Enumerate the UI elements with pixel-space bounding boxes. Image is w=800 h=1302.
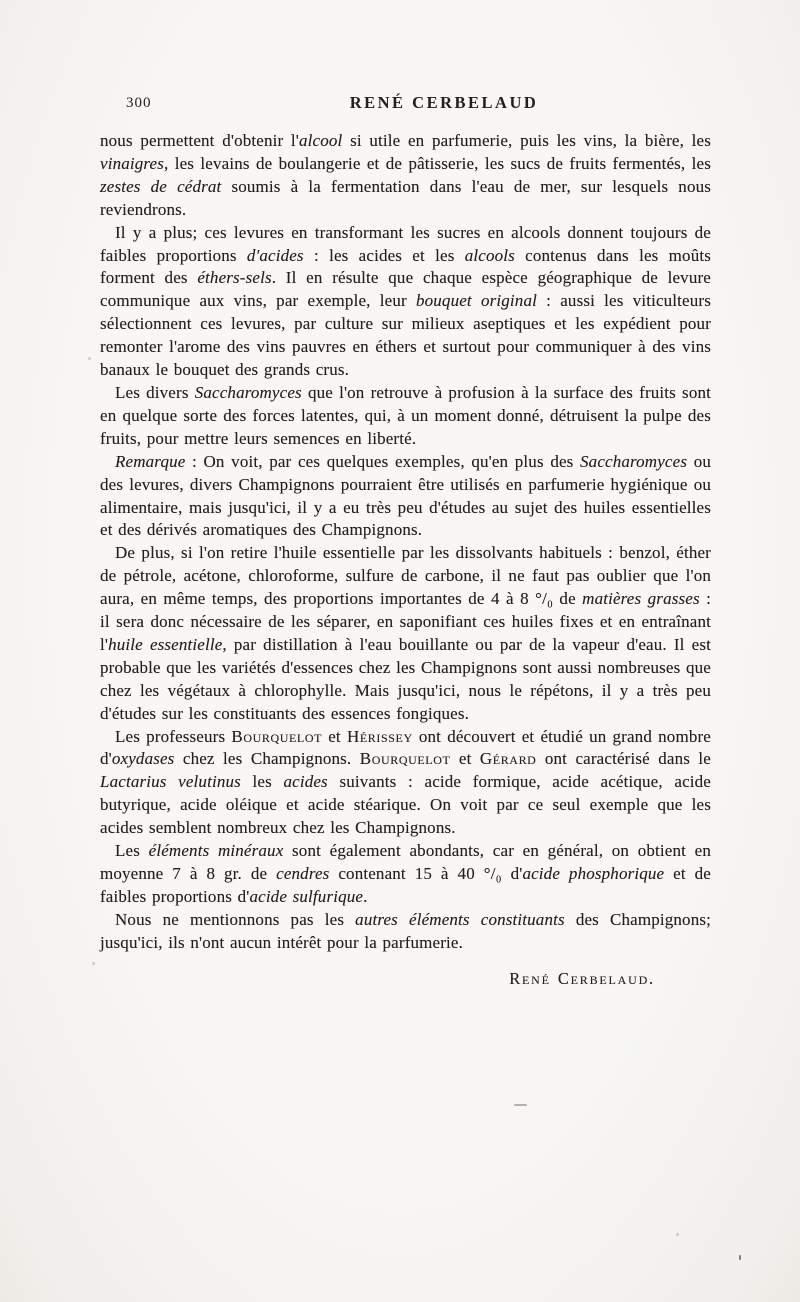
page-header [100, 93, 712, 115]
italic-text: zestes de cédrat [100, 176, 222, 196]
paragraph [100, 909, 711, 955]
scan-speck [88, 357, 91, 360]
smallcaps-name: Bourquelot [359, 749, 451, 769]
text-segment: . Il en résulte que chaque espèce géographique de levure communique aux vins, par exemple, leur [100, 268, 711, 311]
page-body [100, 130, 711, 991]
text-segment: Les divers [115, 382, 195, 402]
paragraph [100, 451, 711, 543]
text-segment: Les professeurs [115, 726, 232, 746]
italic-text: acide sulfurique [249, 886, 364, 906]
text-segment: Il y a plus; ces levures en transformant les sucres en alcools donnent toujours de faibles proportions [100, 222, 711, 265]
text-segment: Les [115, 841, 149, 861]
text-segment: les [240, 772, 284, 792]
smallcaps-name: Bourquelot [231, 726, 323, 746]
italic-text: cendres [276, 864, 330, 883]
text-segment: . [363, 886, 368, 906]
text-segment: : On voit, par ces quelques exemples, qu'en plus des [185, 451, 581, 471]
scan-speck [739, 1255, 741, 1260]
paragraph [100, 222, 711, 382]
text-segment: et [322, 726, 347, 746]
text-segment: soumis à la fermentation dans l'eau de mer, sur lesquels nous reviendrons. [100, 176, 712, 219]
text-segment: si utile en parfumerie, puis les vins, la bière, les [342, 131, 711, 150]
text-segment: que l'on retrouve à profusion à la surface des fruits sont en quelque sorte des forces latentes, qui, à un moment donné, détruisent la pulpe des fruits, pour mettre leurs semences en liberté. [100, 382, 711, 448]
text-segment: : les acides et les [303, 245, 465, 265]
text-segment: nous permettent d'obtenir l' [100, 131, 300, 150]
italic-text: huile essentielle [108, 634, 223, 654]
page-number: 300 [126, 95, 152, 111]
text-segment: et de faibles proportions d' [100, 864, 712, 906]
scan-dash-artifact [514, 1104, 527, 1106]
italic-text: d'acides [246, 245, 304, 265]
text-segment: De plus, si l'on retire l'huile essentielle par les dissolvants habituels : benzol, éther de pétrole, acétone, chloroforme, sulfure de carbone, il ne faut pas oublier que l'on aura, en même temps, des proportions importantes de 4 à 8 °/₀ de [100, 543, 711, 609]
author-signature: René Cerbelaud. [509, 968, 655, 988]
text-segment: Nous ne mentionnons pas les [115, 909, 356, 929]
paragraph [100, 840, 711, 909]
italic-text: Saccharomyces [580, 451, 688, 471]
paragraph [100, 382, 711, 451]
italic-text: alcools [464, 245, 515, 265]
text-segment: , les levains de boulangerie et de pâtisserie, les sucs de fruits fermentés, les [164, 153, 711, 173]
text-segment: et [450, 749, 480, 769]
text-segment: ont découvert et étudié un grand nombre d' [100, 726, 711, 769]
italic-text: bouquet original [415, 291, 537, 311]
text-segment: suivants : acide formique, acide acétique, acide butyrique, acide oléique et acide stéarique. On voit par ce seul exemple que les acides semblent nombreux chez les Champignons. [100, 772, 711, 838]
italic-text: éléments minéraux [148, 841, 284, 861]
text-segment: ont caractérisé dans le [536, 749, 711, 769]
text-segment: , par distillation à l'eau bouillante ou par de la vapeur d'eau. Il est probable que les variétés d'essences chez les Champignons sont aussi nombreuses que chez les végétaux à chlorophylle. Mais jusqu'ici, nous le répétons, il y a très peu d'études sur les constituants des essences fongiques. [100, 634, 711, 723]
text-segment: : il sera donc nécessaire de les séparer, en saponifiant ces huiles fixes et en entraînant l' [100, 589, 711, 654]
paragraph [100, 542, 711, 725]
scan-speck [676, 1233, 679, 1236]
smallcaps-name: Gérard [479, 749, 537, 769]
running-header-title: RENÉ CERBELAUD [349, 93, 539, 112]
italic-text: éthers-sels [197, 268, 272, 288]
italic-text: Lactarius velutinus [100, 772, 241, 792]
italic-text: alcool [299, 131, 343, 150]
text-segment: ou des levures, divers Champignons pourraient être utilisés en parfumerie hygiénique ou alimentaire, mais jusqu'ici, il y a eu très peu d'études au sujet des huiles essentielles et des dérivés aromatiques des Champignons. [100, 451, 711, 540]
paragraph [100, 726, 711, 841]
text-segment: contenant 15 à 40 °/₀ d' [329, 864, 523, 883]
italic-text: acide phosphorique [522, 864, 665, 883]
body-text [100, 130, 711, 955]
text-segment: contenus dans les moûts forment des [100, 245, 711, 288]
text-segment: sont également abondants, car en général, on obtient en moyenne 7 à 8 gr. de [100, 841, 711, 883]
italic-text: acides [283, 772, 328, 792]
italic-text: autres éléments constituants [355, 909, 565, 929]
smallcaps-name: Hérissey [346, 726, 413, 746]
italic-text: Saccharomyces [194, 382, 302, 402]
italic-text: oxydases [111, 749, 175, 769]
text-segment: des Champignons; jusqu'ici, ils n'ont aucun intérêt pour la parfumerie. [100, 909, 711, 952]
text-segment: chez les Champignons. [174, 749, 360, 769]
italic-text: matières grasses [582, 589, 700, 609]
paragraph [100, 130, 711, 222]
scan-speck [92, 962, 95, 965]
italic-text: Remarque [115, 451, 186, 471]
italic-text: vinaigres [100, 153, 164, 173]
text-segment: : aussi les viticulteurs sélectionnent ces levures, par culture sur milieux aseptiques et les expédient pour remonter l'arome des vins pauvres en éthers et surtout pour communiquer à des vins banaux le bouquet des grands crus. [100, 291, 711, 380]
